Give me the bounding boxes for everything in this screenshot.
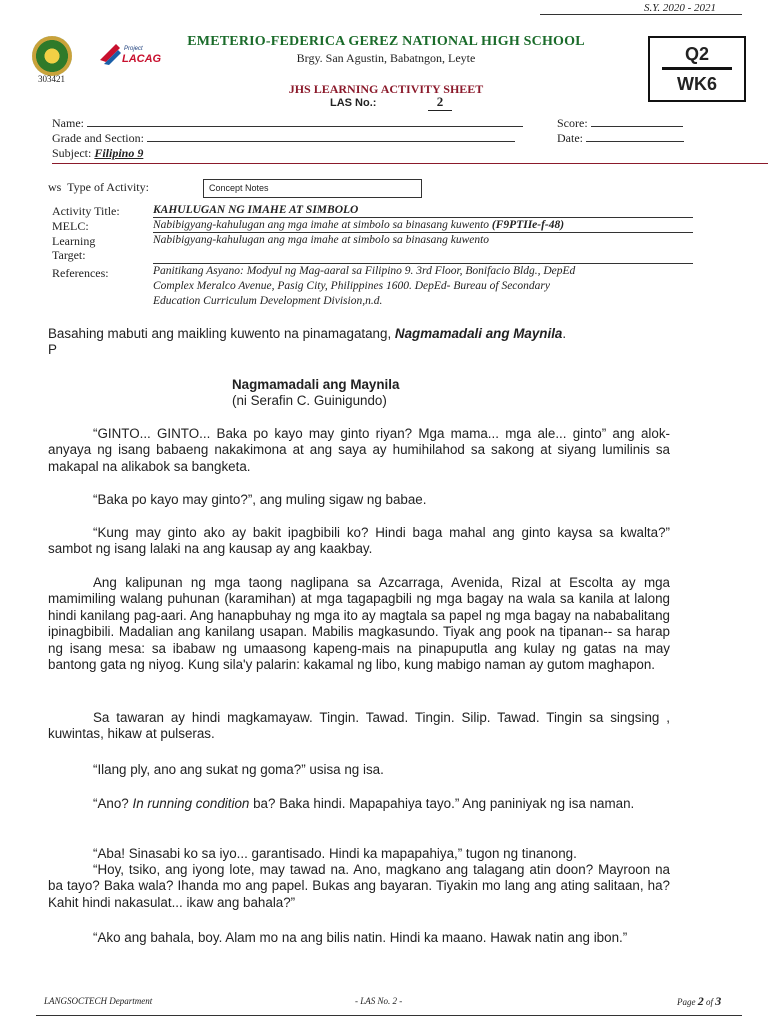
story-title: Nagmamadali ang Maynila: [232, 377, 400, 392]
paragraph-text: “Aba! Sinasabi ko sa iyo... garantisado. Hindi ka mapapahiya,” tugon ng tinanong.: [93, 846, 577, 861]
paragraph-text: “Hoy, tsiko, ang iyong lote, may tawad na. Ano, magkano ang talagang atin doon? Mayroon na ba tayo? Baka wala? Ihanda mo ang papel. Bukas ang bayaran. Tiyakin mo lang ang ating salitaan, ha? Kahit hindi nakasulat... ikaw ang bahala?”: [48, 862, 670, 910]
paragraph-text: “Ilang ply, ano ang sukat ng goma?” usisa ng isa.: [93, 762, 384, 777]
paragraph-text: “Kung may ginto ako ay bakit ipagbibili ko? Hindi baga mahal ang ginto kaysa sa kwalta?” sambot ng isang lalaki na ang kausap ay ang kaakbay.: [48, 525, 670, 557]
paragraph-text: Sa tawaran ay hindi magkamayaw. Tingin. Tawad. Tingin. Silip. Tawad. Tingin sa singsing , kuwintas, hikaw at pulseras.: [48, 710, 670, 742]
date-field[interactable]: [586, 131, 684, 142]
school-name: EMETERIO-FEDERICA GEREZ NATIONAL HIGH SCHOOL: [187, 34, 585, 49]
project-lacag-logo: [98, 40, 170, 68]
page-of: of: [706, 997, 714, 1007]
paragraph-text: “GINTO... GINTO... Baka po kayo may ginto riyan? Mga mama... mga ale... ginto” ang alok-anyaya ng isang babaeng nakakimona at ang saya ay humihilahod sa sakong at siyang lumilinis sa makapal na alikabok sa bangketa.: [48, 426, 670, 474]
intro-end: .: [562, 326, 567, 341]
footer-department: LANGSOCTECH Department: [44, 996, 153, 1006]
name-row: [52, 116, 523, 131]
references-line-1: Panitikang Asyano: Modyul ng Mag-aaral sa Filipino 9. 3rd Floor, Bonifacio Bldg., DepEd: [153, 265, 576, 277]
table-line: [153, 232, 693, 233]
quarter-divider: [662, 67, 732, 70]
page-current: 2: [697, 994, 704, 1008]
grade-section-field[interactable]: [147, 131, 515, 142]
school-year-underline: [540, 14, 742, 15]
school-address: Brgy. San Agustin, Babatngon, Leyte: [296, 51, 476, 65]
story-paragraph-10: [48, 930, 670, 946]
school-year: S.Y. 2020 - 2021: [643, 2, 716, 14]
ws-prefix: ws: [48, 180, 62, 194]
intro-paragraph: [48, 326, 670, 359]
story-paragraph-3: [48, 525, 670, 558]
week-label: WK6: [677, 74, 717, 94]
table-line: [153, 263, 693, 264]
name-field[interactable]: [87, 116, 523, 127]
story-paragraph-5: [48, 710, 670, 743]
paragraph-text: “Baka po kayo may ginto?”, ang muling sigaw ng babae.: [93, 492, 427, 507]
paragraph-text-italic: In running condition: [132, 796, 250, 811]
activity-title-label: Activity Title:: [52, 204, 120, 218]
learning-target-value: Nabibigyang-kahulugan ang mga imahe at simbolo sa binasang kuwento: [153, 234, 490, 246]
subject-value: Filipino 9: [94, 146, 144, 160]
school-seal-logo: [32, 36, 72, 76]
paragraph-text-c: ba? Baka hindi. Mapapahiya tayo.” Ang paniniyak ng isa naman.: [253, 796, 635, 811]
story-paragraph-4: [48, 575, 670, 673]
type-label-text: Type of Activity:: [67, 180, 149, 194]
page-total: 3: [715, 994, 722, 1008]
story-paragraph-6: [48, 762, 670, 778]
paragraph-text-a: “Ano?: [93, 796, 129, 811]
sheet-title: JHS LEARNING ACTIVITY SHEET: [288, 82, 484, 96]
subject-label: Subject:: [52, 146, 92, 160]
story-paragraph-7: [48, 796, 670, 812]
melc-label: MELC:: [52, 219, 89, 233]
date-label: Date:: [557, 131, 583, 145]
learning-target-label-2: Target:: [52, 248, 86, 262]
header-divider: [52, 163, 768, 164]
quarter-label: Q2: [684, 44, 709, 64]
melc-code: (F9PTIIe-f-48): [491, 219, 565, 231]
paragraph-text: “Ako ang bahala, boy. Alam mo na ang bilis natin. Hindi ka maano. Hawak natin ang ibon.”: [93, 930, 628, 945]
story-paragraph-8: [48, 846, 670, 862]
story-paragraph-1: [48, 426, 670, 475]
references-label: References:: [52, 266, 109, 280]
footer-divider: [36, 1015, 742, 1016]
story-paragraph-2: [48, 492, 670, 508]
project-logo-big-text: LACAG: [122, 53, 162, 65]
page-prefix: Page: [677, 997, 696, 1007]
story-paragraph-9: [48, 862, 670, 911]
footer-page: [677, 994, 721, 1009]
story-author: (ni Serafin C. Guinigundo): [232, 393, 387, 408]
quarter-week-box: [648, 36, 746, 102]
score-label: Score:: [557, 116, 588, 130]
grade-section-label: Grade and Section:: [52, 131, 144, 145]
score-field[interactable]: [591, 116, 683, 127]
footer-las: - LAS No. 2 -: [355, 996, 403, 1006]
table-line: [153, 217, 693, 218]
paragraph-text: Ang kalipunan ng mga taong naglipana sa Azcarraga, Avenida, Rizal at Escolta ay mga mamimiling walang puhunan (karamihan) at mga tagapagbili ng mga bagay na wala sa kanila at lalong hindi kanilang pag-aari. Ang hanapbuhay ng mga ito ay magtala sa papel ng mga bagay na nababalitang ipinagbibili. Madalian ang kanilang usapan. Mabilis magkasundo. Tiyak ang pook na tipanan-- sa harap ng isang mesa: sa ibabaw ng umaasong kapeng-mais na pinapuputla ang kulay ng gatas na may bantong gata ng niyog. Kung sila'y palarin: kakamal ng libo, kung mabigo naman ay gutom maghapon.: [48, 575, 670, 673]
project-logo-small-text: Project: [124, 46, 143, 52]
las-no-value: 2: [428, 94, 452, 111]
type-of-activity-box: Concept Notes: [203, 179, 422, 198]
grade-row: [52, 131, 515, 146]
school-id: 303421: [38, 74, 65, 84]
melc-value: Nabibigyang-kahulugan ang mga imahe at simbolo sa binasang kuwento: [153, 219, 490, 231]
date-row: [557, 131, 684, 146]
activity-title-value: KAHULUGAN NG IMAHE AT SIMBOLO: [153, 204, 359, 216]
name-label: Name:: [52, 116, 84, 130]
melc-value-row: [153, 219, 564, 231]
subject-row: [52, 146, 143, 161]
type-of-activity-label: [48, 180, 149, 195]
learning-target-label-1: Learning: [52, 234, 96, 248]
las-no-label: LAS No.:: [330, 97, 377, 109]
intro-text: Basahing mabuti ang maikling kuwento na pinamagatang,: [48, 326, 392, 341]
intro-story-title: Nagmamadali ang Maynila: [394, 326, 563, 341]
references-line-3: Education Curriculum Development Division,n.d.: [153, 295, 383, 307]
score-row: [557, 116, 683, 131]
references-line-2: Complex Meralco Avenue, Pasig City, Philippines 1600. DepEd- Bureau of Secondary: [153, 280, 550, 292]
intro-p: P: [48, 342, 57, 358]
